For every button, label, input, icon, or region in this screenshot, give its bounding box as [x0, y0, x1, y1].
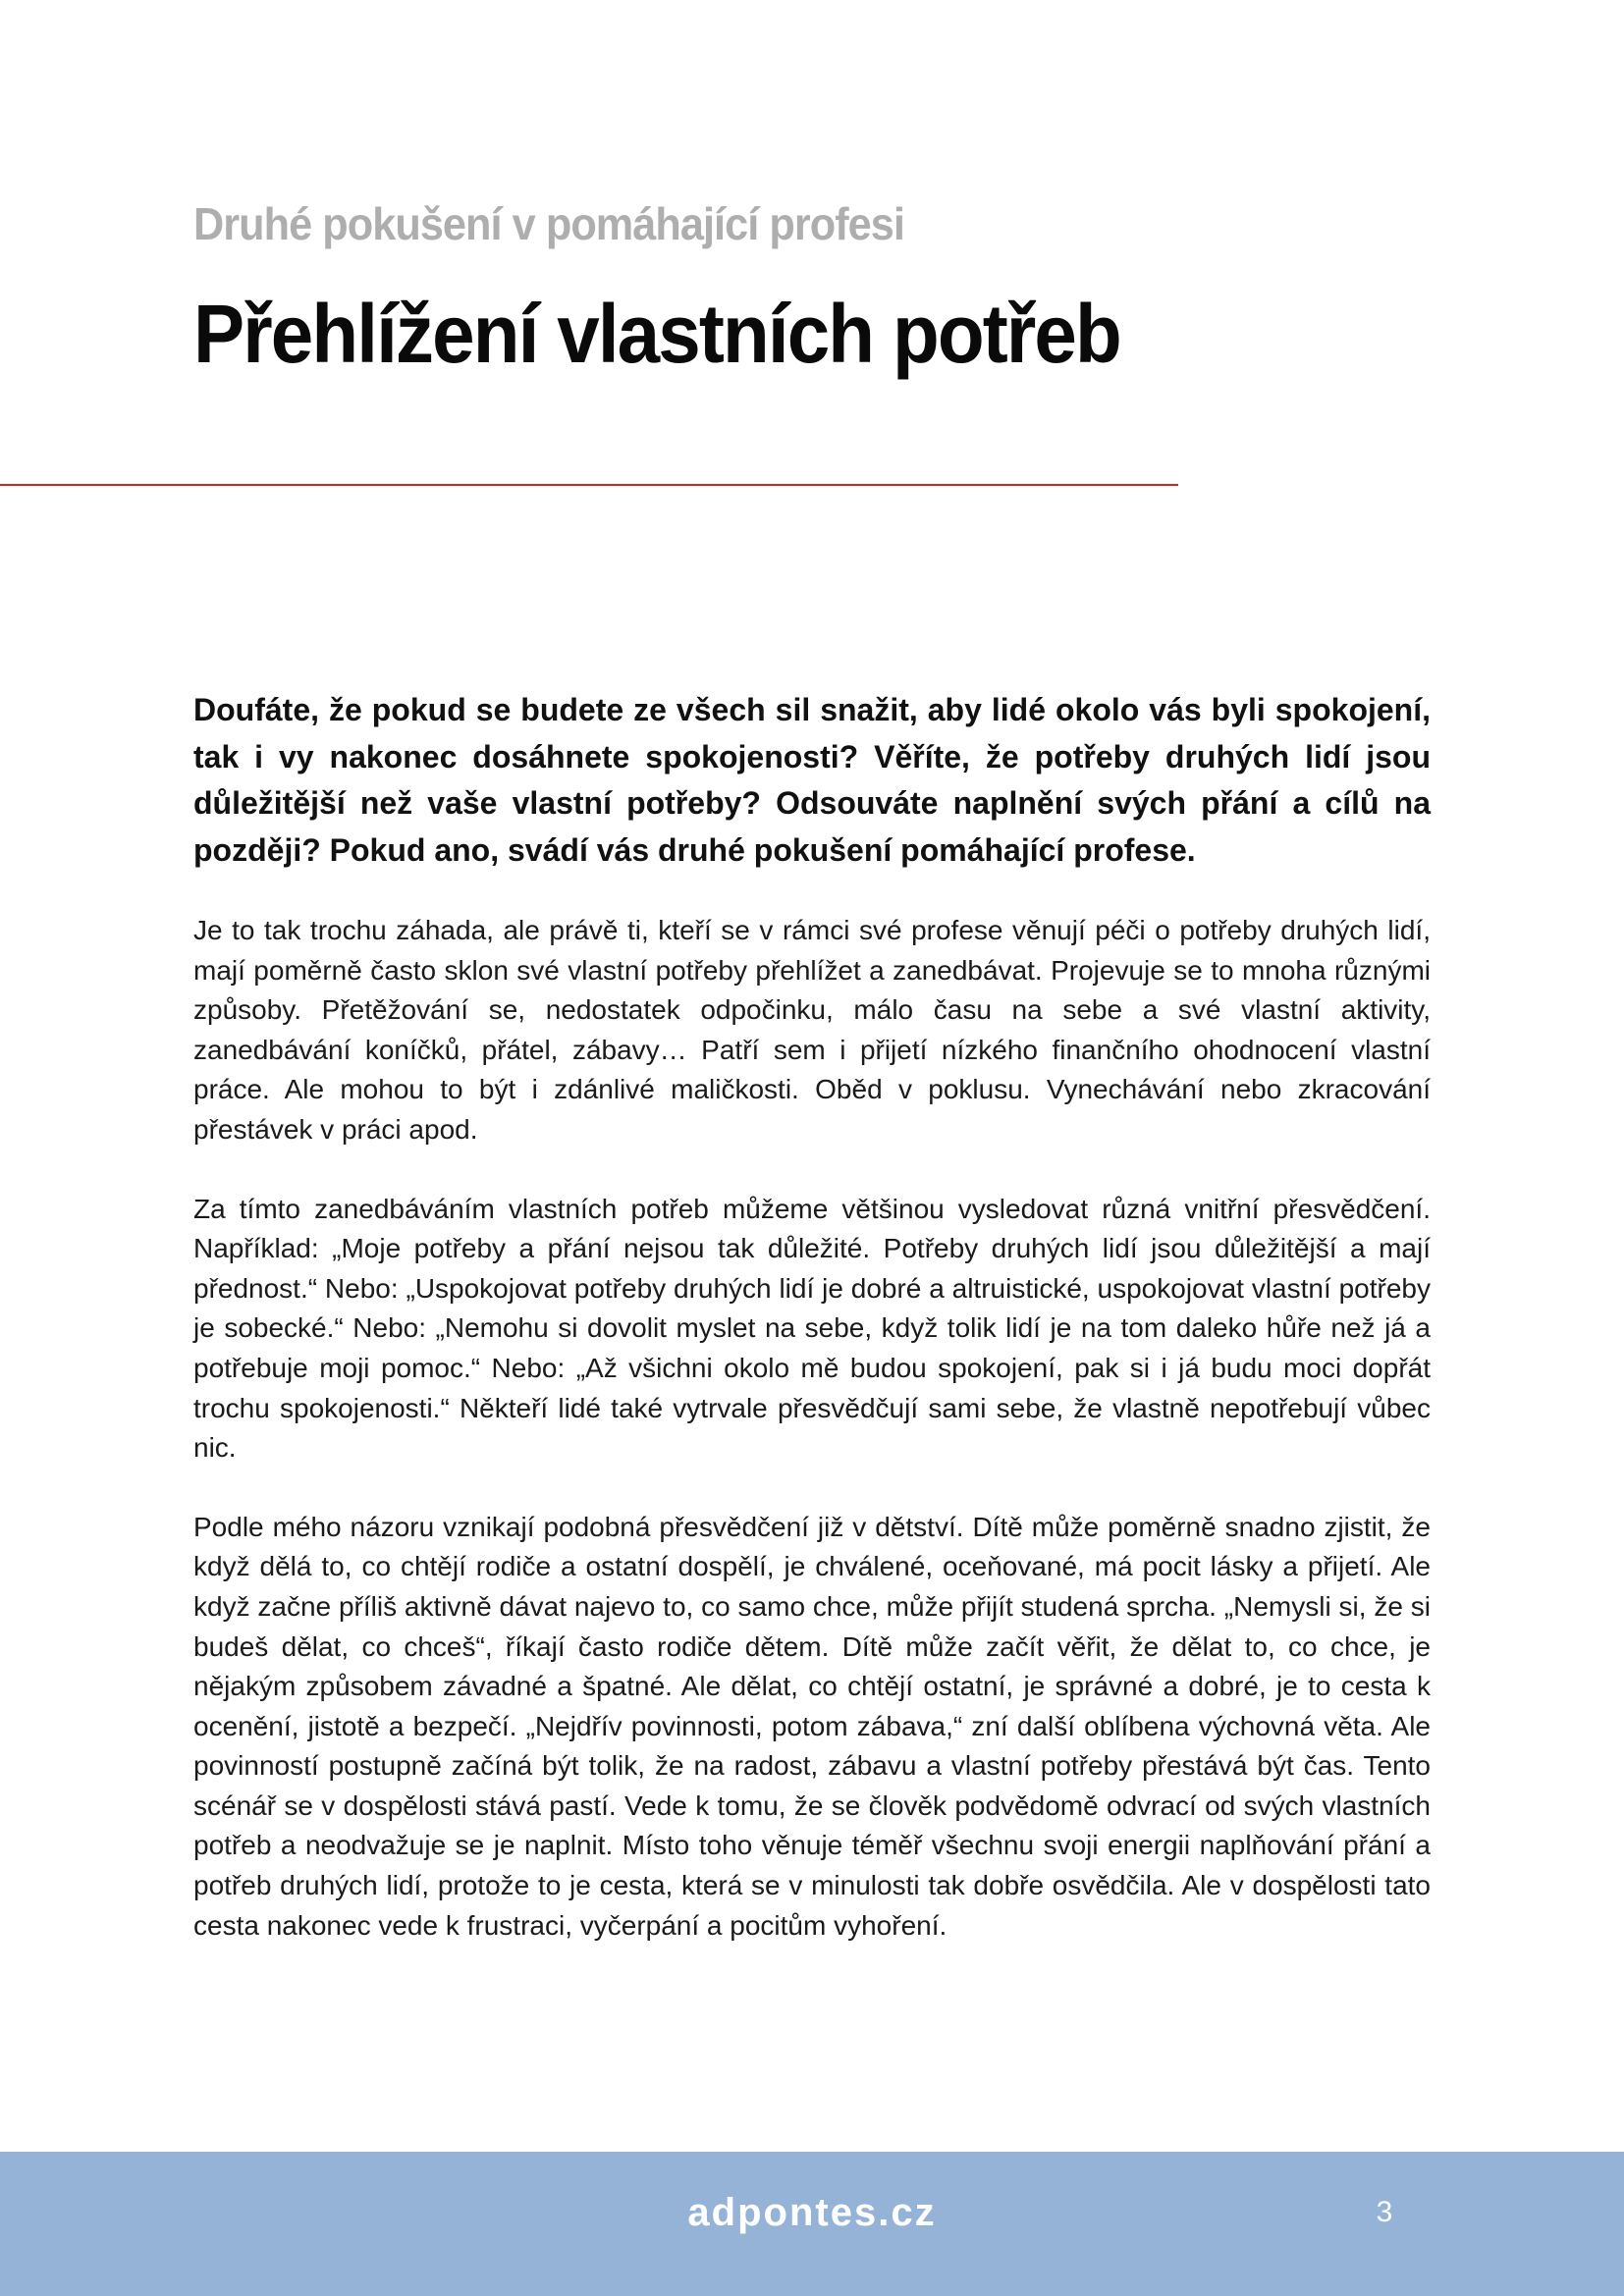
title-divider	[0, 484, 1178, 486]
page-footer	[0, 2152, 1624, 2296]
page-title: Přehlížení vlastních potřeb	[193, 288, 1120, 380]
lead-paragraph: Doufáte, že pokud se budete ze všech sil snažit, aby lidé okolo vás byli spokojení, tak i vy nakonec dosáhnete spokojenosti? Věříte, že potřeby druhých lidí jsou důležitější než vaše vlastní potřeby? Odsouváte naplnění svých přání a cílů na později? Pokud ano, svádí vás druhé pokušení pomáhající profese.	[193, 692, 1431, 868]
chapter-subtitle: Druhé pokušení v pomáhající profesi	[193, 198, 904, 249]
body-paragraph-2: Za tímto zanedbáváním vlastních potřeb můžeme většinou vysledovat různá vnitřní přesvědčení. Například: „Moje potřeby a přání nejsou tak důležité. Potřeby druhých lidí jsou důležitější a mají přednost.“ Nebo: „Uspokojovat potřeby druhých lidí je dobré a altruistické, uspokojovat vlastní potřeby je sobecké.“ Nebo: „Nemohu si dovolit myslet na sebe, když tolik lidí je na tom daleko hůře než já a potřebuje moji pomoc.“ Nebo: „Až všichni okolo mě budou spokojení, pak si i já budu moci dopřát trochu spokojenosti.“ Někteří lidé také vytrvale přesvědčují sami sebe, že vlastně nepotřebují vůbec nic.	[193, 1193, 1431, 1464]
body-paragraph-3: Podle mého názoru vznikají podobná přesvědčení již v dětství. Dítě může poměrně snadno zjistit, že když dělá to, co chtějí rodiče a ostatní dospělí, je chválené, oceňované, má pocit lásky a přijetí. Ale když začne příliš aktivně dávat najevo to, co samo chce, může přijít studená sprcha. „Nemysli si, že si budeš dělat, co chceš“, říkají často rodiče dětem. Dítě může začít věřit, že dělat to, co chce, je nějakým způsobem závadné a špatné. Ale dělat, co chtějí ostatní, je správné a dobré, je to cesta k ocenění, jistotě a bezpečí. „Nejdřív povinnosti, potom zábava,“ zní další oblíbena výchovná věta. Ale povinností postupně začíná být tolik, že na radost, zábavu a vlastní potřeby přestává být čas. Tento scénář se v dospělosti stává pastí. Vede k tomu, že se člověk podvědomě odvrací od svých vlastních potřeb a neodvažuje se je naplnit. Místo toho věnuje téměř všechnu svoji energii naplňování přání a potřeb druhých lidí, protože to je cesta, která se v minulosti tak dobře osvědčila. Ale v dospělosti tato cesta nakonec vede k frustraci, vyčerpání a pocitům vyhoření.	[193, 1511, 1431, 1941]
article-body	[193, 687, 1431, 1985]
page-number: 3	[1376, 2196, 1393, 2228]
footer-website: adpontes.cz	[687, 2191, 937, 2234]
body-paragraph-1: Je to tak trochu záhada, ale právě ti, kteří se v rámci své profese věnují péči o potřeby druhých lidí, mají poměrně často sklon své vlastní potřeby přehlížet a zanedbávat. Projevuje se to mnoha různými způsoby. Přetěžování se, nedostatek odpočinku, málo času na sebe a své vlastní aktivity, zanedbávání koníčků, přátel, zábavy… Patří sem i přijetí nízkého finančního ohodnocení vlastní práce. Ale mohou to být i zdánlivé maličkosti. Oběd v poklusu. Vynechávání nebo zkracování přestávek v práci apod.	[193, 915, 1431, 1145]
